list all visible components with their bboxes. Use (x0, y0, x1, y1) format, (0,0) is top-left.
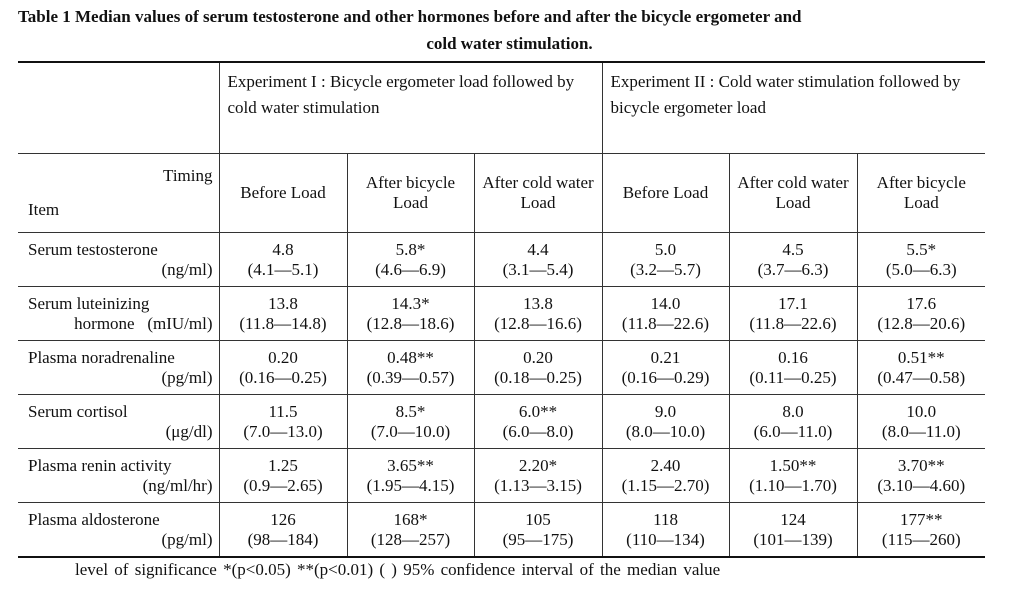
timing-item-header (18, 154, 219, 233)
median-value: 1.50** (769, 455, 817, 475)
item-name: Serum luteinizing (28, 293, 150, 313)
value-cell (474, 341, 602, 395)
value-cell (219, 395, 347, 449)
item-cell (18, 449, 219, 503)
confidence-interval: (7.0—13.0) (243, 421, 323, 441)
experiment-1-header: Experiment I : Bicycle ergometer load followed by cold water stimulation (219, 62, 602, 154)
item-cell (18, 503, 219, 558)
item-name: Serum testosterone (28, 239, 158, 259)
confidence-interval: (1.13—3.15) (494, 475, 582, 495)
value-cell (857, 449, 985, 503)
confidence-interval: (1.95—4.15) (366, 475, 455, 495)
value-cell (729, 395, 857, 449)
item-name: Serum cortisol (28, 401, 128, 421)
median-value: 1.25 (268, 455, 298, 475)
table-title-line2: cold water stimulation. (426, 34, 593, 53)
median-value: 168* (393, 509, 428, 529)
experiment-2-header: Experiment II : Cold water stimulation followed by bicycle ergometer load (602, 62, 985, 154)
confidence-interval: (115—260) (881, 529, 961, 549)
median-value: 10.0 (906, 401, 937, 421)
value-cell (729, 233, 857, 287)
median-value: 0.16 (778, 347, 808, 367)
timing-label: Timing (163, 166, 213, 185)
confidence-interval: (98—184) (247, 529, 319, 549)
value-cell (474, 395, 602, 449)
item-cell (18, 233, 219, 287)
table-row (18, 395, 985, 449)
median-value: 8.5* (395, 401, 426, 421)
median-value: 17.6 (906, 293, 937, 313)
confidence-interval: (6.0—8.0) (502, 421, 574, 441)
median-value: 0.20 (523, 347, 553, 367)
confidence-interval: (12.8—20.6) (877, 313, 966, 333)
confidence-interval: (3.1—5.4) (502, 259, 574, 279)
hormone-table (18, 61, 985, 558)
median-value: 4.5 (782, 239, 804, 259)
median-value: 5.0 (654, 239, 677, 259)
confidence-interval: (5.0—6.3) (885, 259, 957, 279)
median-value: 3.70** (897, 455, 945, 475)
confidence-interval: (4.6—6.9) (375, 259, 446, 279)
median-value: 0.48** (387, 347, 434, 367)
confidence-interval: (128—257) (370, 529, 451, 549)
value-cell (857, 233, 985, 287)
median-value: 118 (653, 509, 678, 529)
column-header: Before Load (602, 154, 729, 233)
confidence-interval: (12.8—16.6) (494, 313, 582, 333)
value-cell (347, 449, 474, 503)
value-cell (219, 449, 347, 503)
value-cell (602, 503, 729, 558)
median-value: 3.65** (387, 455, 434, 475)
median-value: 14.3* (391, 293, 430, 313)
item-name: Plasma noradrenaline (28, 347, 175, 367)
footnote: level of significance *(p<0.05) **(p<0.01) ( ) 95% confidence interval of the median value (75, 560, 721, 579)
confidence-interval: (95—175) (502, 529, 574, 549)
confidence-interval: (101—139) (753, 529, 833, 549)
value-cell (602, 341, 729, 395)
value-cell (347, 287, 474, 341)
value-cell (219, 341, 347, 395)
value-cell (474, 233, 602, 287)
median-value: 4.4 (527, 239, 549, 259)
confidence-interval: (7.0—10.0) (370, 421, 451, 441)
confidence-interval: (0.16—0.29) (621, 367, 710, 387)
value-cell (729, 287, 857, 341)
table-row (18, 233, 985, 287)
confidence-interval: (0.9—2.65) (243, 475, 323, 495)
value-cell (219, 503, 347, 558)
confidence-interval: (3.10—4.60) (877, 475, 966, 495)
item-unit: (ng/ml) (161, 259, 213, 279)
median-value: 14.0 (650, 293, 681, 313)
value-cell (857, 503, 985, 558)
value-cell (219, 233, 347, 287)
median-value: 13.8 (268, 293, 298, 313)
confidence-interval: (1.10—1.70) (749, 475, 837, 495)
value-cell (474, 503, 602, 558)
median-value: 0.20 (268, 347, 298, 367)
confidence-interval: (0.39—0.57) (366, 367, 455, 387)
value-cell (857, 395, 985, 449)
item-name: Plasma renin activity (28, 455, 172, 475)
median-value: 177** (900, 509, 943, 529)
table-row (18, 503, 985, 558)
value-cell (729, 503, 857, 558)
median-value: 13.8 (523, 293, 553, 313)
confidence-interval: (4.1—5.1) (247, 259, 319, 279)
confidence-interval: (11.8—22.6) (621, 313, 710, 333)
item-cell (18, 287, 219, 341)
confidence-interval: (11.8—14.8) (239, 313, 327, 333)
table-title-line1: Table 1 Median values of serum testosterone and other hormones before and after the bicycle ergometer and (18, 7, 802, 26)
confidence-interval: (8.0—10.0) (625, 421, 706, 441)
confidence-interval: (0.18—0.25) (494, 367, 582, 387)
median-value: 11.5 (268, 401, 298, 421)
confidence-interval: (110—134) (626, 529, 705, 549)
confidence-interval: (0.47—0.58) (877, 367, 966, 387)
header-corner (18, 62, 219, 154)
confidence-interval: (0.16—0.25) (239, 367, 327, 387)
column-header: After cold water Load (474, 154, 602, 233)
median-value: 8.0 (782, 401, 804, 421)
median-value: 2.20* (518, 455, 558, 475)
table-row (18, 449, 985, 503)
value-cell (347, 341, 474, 395)
confidence-interval: (3.2—5.7) (630, 259, 701, 279)
table-row (18, 287, 985, 341)
confidence-interval: (1.15—2.70) (621, 475, 710, 495)
median-value: 0.21 (650, 347, 681, 367)
item-cell (18, 395, 219, 449)
table-row (18, 341, 985, 395)
value-cell (602, 395, 729, 449)
value-cell (729, 449, 857, 503)
item-cell (18, 341, 219, 395)
confidence-interval: (6.0—11.0) (753, 421, 833, 441)
median-value: 5.8* (395, 239, 426, 259)
item-unit: (pg/ml) (161, 529, 213, 549)
median-value: 5.5* (906, 239, 937, 259)
median-value: 0.51** (897, 347, 945, 367)
median-value: 105 (525, 509, 551, 529)
median-value: 4.8 (272, 239, 294, 259)
value-cell (219, 287, 347, 341)
confidence-interval: (0.11—0.25) (749, 367, 837, 387)
column-header: After bicycle Load (857, 154, 985, 233)
item-name: Plasma aldosterone (28, 509, 160, 529)
confidence-interval: (11.8—22.6) (749, 313, 837, 333)
median-value: 9.0 (654, 401, 677, 421)
median-value: 124 (780, 509, 806, 529)
median-value: 17.1 (778, 293, 808, 313)
item-unit: hormone (mIU/ml) (74, 313, 213, 333)
value-cell (857, 341, 985, 395)
confidence-interval: (3.7—6.3) (757, 259, 829, 279)
value-cell (474, 287, 602, 341)
value-cell (602, 287, 729, 341)
confidence-interval: (8.0—11.0) (881, 421, 961, 441)
column-header: Before Load (219, 154, 347, 233)
item-label: Item (28, 200, 60, 219)
value-cell (857, 287, 985, 341)
value-cell (602, 233, 729, 287)
confidence-interval: (12.8—18.6) (366, 313, 455, 333)
item-unit: (μg/dl) (165, 421, 213, 441)
median-value: 6.0** (518, 401, 558, 421)
column-header: After bicycle Load (347, 154, 474, 233)
value-cell (347, 395, 474, 449)
median-value: 126 (270, 509, 296, 529)
column-header: After cold water Load (729, 154, 857, 233)
value-cell (347, 503, 474, 558)
item-unit: (pg/ml) (161, 367, 213, 387)
value-cell (602, 449, 729, 503)
value-cell (347, 233, 474, 287)
value-cell (474, 449, 602, 503)
item-unit: (ng/ml/hr) (142, 475, 213, 495)
median-value: 2.40 (650, 455, 681, 475)
value-cell (729, 341, 857, 395)
